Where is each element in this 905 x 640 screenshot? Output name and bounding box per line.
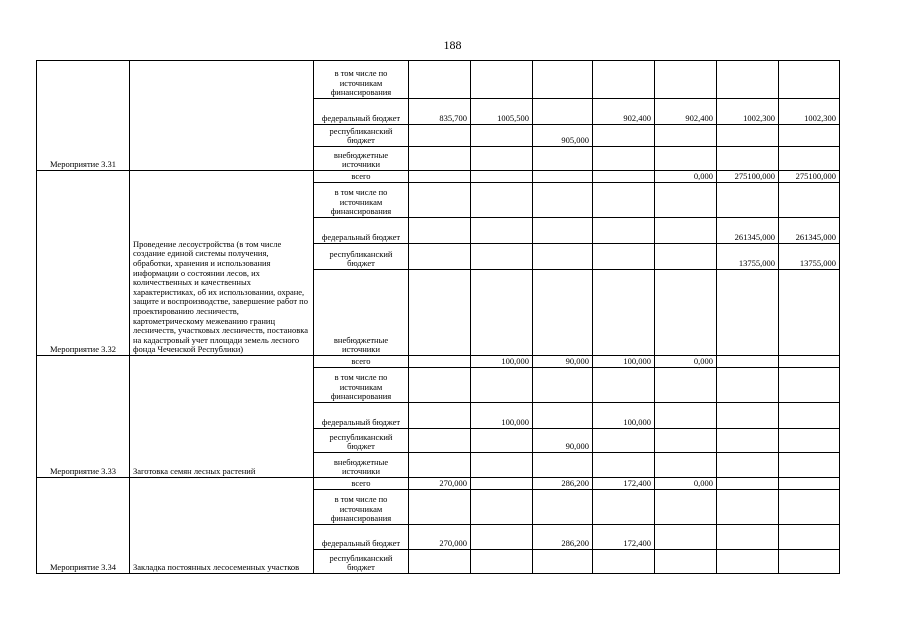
amount-cell [717, 490, 779, 525]
amount-cell [533, 490, 593, 525]
funding-source-cell: в том числе по источникам финансирования [314, 183, 409, 218]
amount-cell [779, 478, 840, 490]
amount-cell [779, 61, 840, 99]
amount-cell [717, 270, 779, 356]
funding-source-cell: внебюджетные источники [314, 147, 409, 171]
amount-cell: 1002,300 [779, 99, 840, 125]
amount-cell [533, 183, 593, 218]
amount-cell [533, 403, 593, 429]
amount-cell [471, 490, 533, 525]
amount-cell [717, 368, 779, 403]
amount-cell [593, 453, 655, 478]
funding-source-cell: всего [314, 356, 409, 368]
amount-cell [593, 125, 655, 147]
funding-source-cell: федеральный бюджет [314, 525, 409, 550]
amount-cell: 1002,300 [717, 99, 779, 125]
amount-cell [409, 490, 471, 525]
amount-cell [409, 429, 471, 453]
amount-cell [409, 171, 471, 183]
amount-cell: 0,000 [655, 171, 717, 183]
amount-cell: 286,200 [533, 525, 593, 550]
amount-cell [471, 125, 533, 147]
amount-cell: 261345,000 [779, 218, 840, 244]
amount-cell: 0,000 [655, 356, 717, 368]
amount-cell [655, 218, 717, 244]
event-code-cell: Мероприятие 3.33 [37, 356, 130, 478]
event-code-cell: Мероприятие 3.34 [37, 478, 130, 574]
page-number: 188 [443, 38, 462, 52]
amount-cell [593, 61, 655, 99]
amount-cell: 270,000 [409, 478, 471, 490]
funding-source-cell: внебюджетные источники [314, 453, 409, 478]
funding-source-cell: республиканский бюджет [314, 125, 409, 147]
amount-cell [471, 525, 533, 550]
amount-cell [471, 453, 533, 478]
table-row [37, 171, 840, 183]
amount-cell [533, 368, 593, 403]
funding-table [36, 60, 840, 574]
amount-cell: 835,700 [409, 99, 471, 125]
amount-cell [717, 478, 779, 490]
event-code-cell: Мероприятие 3.31 [37, 61, 130, 171]
amount-cell [779, 550, 840, 574]
amount-cell [717, 550, 779, 574]
amount-cell [409, 356, 471, 368]
amount-cell [717, 403, 779, 429]
amount-cell [655, 183, 717, 218]
amount-cell [717, 453, 779, 478]
amount-cell [409, 550, 471, 574]
event-code-cell: Мероприятие 3.32 [37, 171, 130, 356]
funding-source-cell: всего [314, 478, 409, 490]
funding-source-cell: республиканский бюджет [314, 550, 409, 574]
amount-cell [655, 403, 717, 429]
amount-cell [593, 244, 655, 270]
amount-cell [471, 429, 533, 453]
amount-cell [533, 147, 593, 171]
funding-source-cell: республиканский бюджет [314, 244, 409, 270]
amount-cell [655, 244, 717, 270]
amount-cell [533, 99, 593, 125]
amount-cell: 13755,000 [717, 244, 779, 270]
event-name-cell: Закладка постоянных лесосеменных участков [130, 478, 314, 574]
amount-cell [779, 368, 840, 403]
amount-cell [533, 453, 593, 478]
amount-cell [471, 368, 533, 403]
amount-cell [471, 183, 533, 218]
amount-cell [409, 368, 471, 403]
amount-cell [779, 147, 840, 171]
amount-cell [717, 147, 779, 171]
amount-cell [779, 429, 840, 453]
amount-cell: 286,200 [533, 478, 593, 490]
amount-cell: 100,000 [471, 356, 533, 368]
amount-cell [779, 183, 840, 218]
table-row [37, 61, 840, 99]
amount-cell [409, 218, 471, 244]
amount-cell [533, 244, 593, 270]
amount-cell [409, 61, 471, 99]
event-name-cell [130, 61, 314, 171]
amount-cell [655, 270, 717, 356]
event-name-cell: Проведение лесоустройства (в том числе создание единой системы получения, обработки, хранения и использования информации о состоянии лесов, их количественных и качественных характеристиках, об их использовании, охране, защите и воспроизводстве, завершение работ по проектированию лесничеств, картометрическому межеванию границ лесничеств, участковых лесничеств, постановка на кадастровый учет площади земель лесного фонда Чеченской Республики) [130, 171, 314, 356]
amount-cell [717, 61, 779, 99]
amount-cell [655, 490, 717, 525]
amount-cell: 275100,000 [779, 171, 840, 183]
amount-cell: 902,400 [655, 99, 717, 125]
amount-cell [779, 525, 840, 550]
amount-cell [593, 490, 655, 525]
amount-cell [409, 125, 471, 147]
amount-cell [409, 403, 471, 429]
funding-source-cell: внебюджетные источники [314, 270, 409, 356]
amount-cell [593, 550, 655, 574]
funding-source-cell: республиканский бюджет [314, 429, 409, 453]
amount-cell [593, 171, 655, 183]
amount-cell [779, 356, 840, 368]
amount-cell: 275100,000 [717, 171, 779, 183]
amount-cell [409, 270, 471, 356]
amount-cell [655, 368, 717, 403]
funding-source-cell: в том числе по источникам финансирования [314, 490, 409, 525]
amount-cell [779, 453, 840, 478]
amount-cell [471, 147, 533, 171]
amount-cell [655, 147, 717, 171]
amount-cell [655, 125, 717, 147]
amount-cell [655, 61, 717, 99]
amount-cell [471, 171, 533, 183]
amount-cell [471, 244, 533, 270]
amount-cell [409, 147, 471, 171]
amount-cell [779, 490, 840, 525]
amount-cell [655, 525, 717, 550]
amount-cell [655, 453, 717, 478]
funding-source-cell: всего [314, 171, 409, 183]
funding-source-cell: в том числе по источникам финансирования [314, 368, 409, 403]
amount-cell [593, 270, 655, 356]
funding-source-cell: федеральный бюджет [314, 218, 409, 244]
table-row [37, 478, 840, 490]
amount-cell [409, 183, 471, 218]
amount-cell [471, 61, 533, 99]
amount-cell [533, 171, 593, 183]
amount-cell: 902,400 [593, 99, 655, 125]
amount-cell: 90,000 [533, 429, 593, 453]
amount-cell: 13755,000 [779, 244, 840, 270]
amount-cell [717, 429, 779, 453]
event-name-cell: Заготовка семян лесных растений [130, 356, 314, 478]
amount-cell [655, 429, 717, 453]
funding-source-cell: в том числе по источникам финансирования [314, 61, 409, 99]
amount-cell: 100,000 [471, 403, 533, 429]
amount-cell [471, 218, 533, 244]
amount-cell [593, 218, 655, 244]
amount-cell [533, 270, 593, 356]
amount-cell [471, 478, 533, 490]
amount-cell [717, 183, 779, 218]
amount-cell [655, 550, 717, 574]
amount-cell [593, 368, 655, 403]
amount-cell [533, 550, 593, 574]
amount-cell [717, 356, 779, 368]
amount-cell [717, 525, 779, 550]
amount-cell [779, 403, 840, 429]
amount-cell: 172,400 [593, 478, 655, 490]
amount-cell [779, 270, 840, 356]
amount-cell [533, 218, 593, 244]
amount-cell [717, 125, 779, 147]
amount-cell [471, 270, 533, 356]
funding-source-cell: федеральный бюджет [314, 403, 409, 429]
amount-cell: 270,000 [409, 525, 471, 550]
amount-cell: 90,000 [533, 356, 593, 368]
amount-cell [471, 550, 533, 574]
amount-cell [533, 61, 593, 99]
table-row [37, 356, 840, 368]
amount-cell: 0,000 [655, 478, 717, 490]
amount-cell: 1005,500 [471, 99, 533, 125]
amount-cell: 100,000 [593, 356, 655, 368]
amount-cell [409, 244, 471, 270]
amount-cell: 261345,000 [717, 218, 779, 244]
amount-cell [593, 183, 655, 218]
amount-cell [779, 125, 840, 147]
amount-cell: 905,000 [533, 125, 593, 147]
amount-cell [593, 147, 655, 171]
amount-cell [593, 429, 655, 453]
amount-cell: 172,400 [593, 525, 655, 550]
amount-cell [409, 453, 471, 478]
amount-cell: 100,000 [593, 403, 655, 429]
funding-source-cell: федеральный бюджет [314, 99, 409, 125]
